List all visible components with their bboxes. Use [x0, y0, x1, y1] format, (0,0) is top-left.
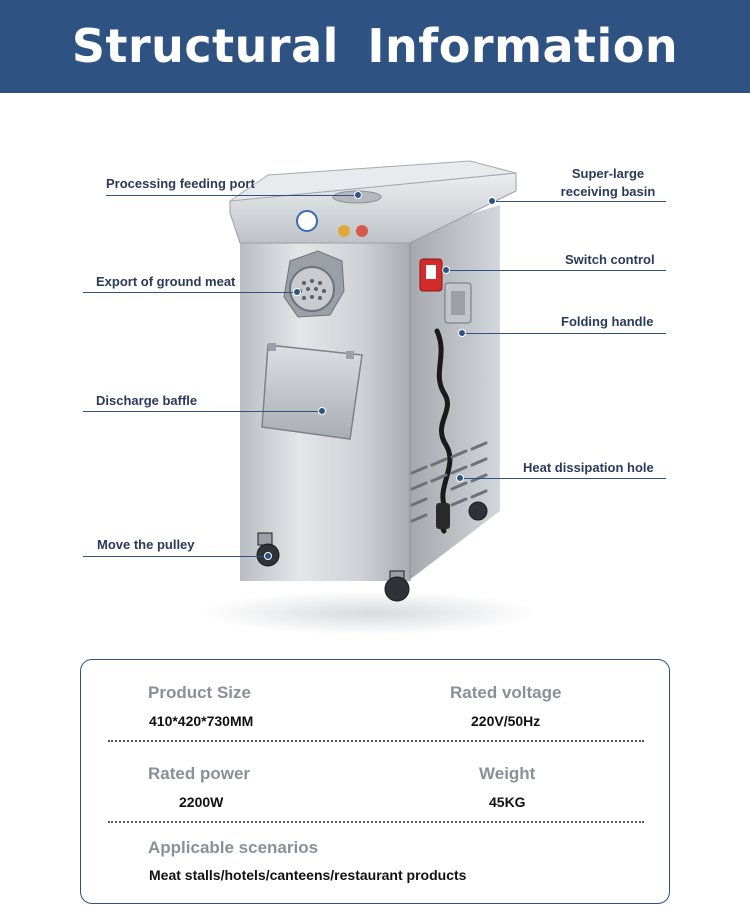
spec-scenarios-value: Meat stalls/hotels/canteens/restaurant products: [149, 867, 467, 883]
leader-feeding-port: [106, 195, 358, 196]
page-title: Structural Information: [71, 19, 679, 73]
label-discharge-baffle: Discharge baffle: [96, 393, 198, 408]
header-banner: [0, 0, 750, 93]
marker-folding-handle: [458, 329, 466, 337]
spec-scenarios-label: Applicable scenarios: [148, 838, 319, 857]
leader-discharge-baffle: [83, 411, 323, 412]
marker-receiving-basin: [488, 197, 496, 205]
label-switch-control: Switch control: [565, 252, 655, 267]
marker-move-pulley: [264, 552, 272, 560]
spec-card: [80, 659, 670, 904]
label-export-meat: Export of ground meat: [96, 274, 236, 289]
label-move-pulley: Move the pulley: [97, 537, 195, 552]
spec-product-size-value: 410*420*730MM: [149, 713, 254, 729]
marker-heat-hole: [456, 474, 464, 482]
spec-divider-2: [108, 821, 644, 823]
spec-divider-1: [108, 740, 644, 742]
leader-heat-hole: [460, 478, 666, 479]
marker-discharge-baffle: [318, 407, 326, 415]
marker-switch-control: [442, 266, 450, 274]
leader-receiving-basin: [492, 201, 666, 202]
product-diagram: [0, 93, 750, 653]
label-feeding-port: Processing feeding port: [106, 176, 255, 191]
label-receiving-basin-line1: Super-large: [571, 166, 645, 181]
spec-weight-label: Weight: [479, 764, 536, 783]
spec-product-size-label: Product Size: [148, 683, 251, 702]
spec-rated-voltage-value: 220V/50Hz: [471, 713, 541, 729]
spec-rated-voltage-label: Rated voltage: [450, 683, 562, 702]
leader-move-pulley: [83, 556, 269, 557]
label-folding-handle: Folding handle: [561, 314, 654, 329]
marker-export-meat: [293, 288, 301, 296]
spec-rated-power-label: Rated power: [148, 764, 251, 783]
leader-switch-control: [446, 270, 666, 271]
label-heat-hole: Heat dissipation hole: [523, 460, 654, 475]
spec-weight-value: 45KG: [489, 794, 526, 810]
marker-feeding-port: [354, 191, 362, 199]
leader-folding-handle: [462, 333, 666, 334]
spec-rated-power-value: 2200W: [179, 794, 224, 810]
label-receiving-basin-line2: receiving basin: [560, 184, 656, 199]
leader-export-meat: [83, 292, 297, 293]
